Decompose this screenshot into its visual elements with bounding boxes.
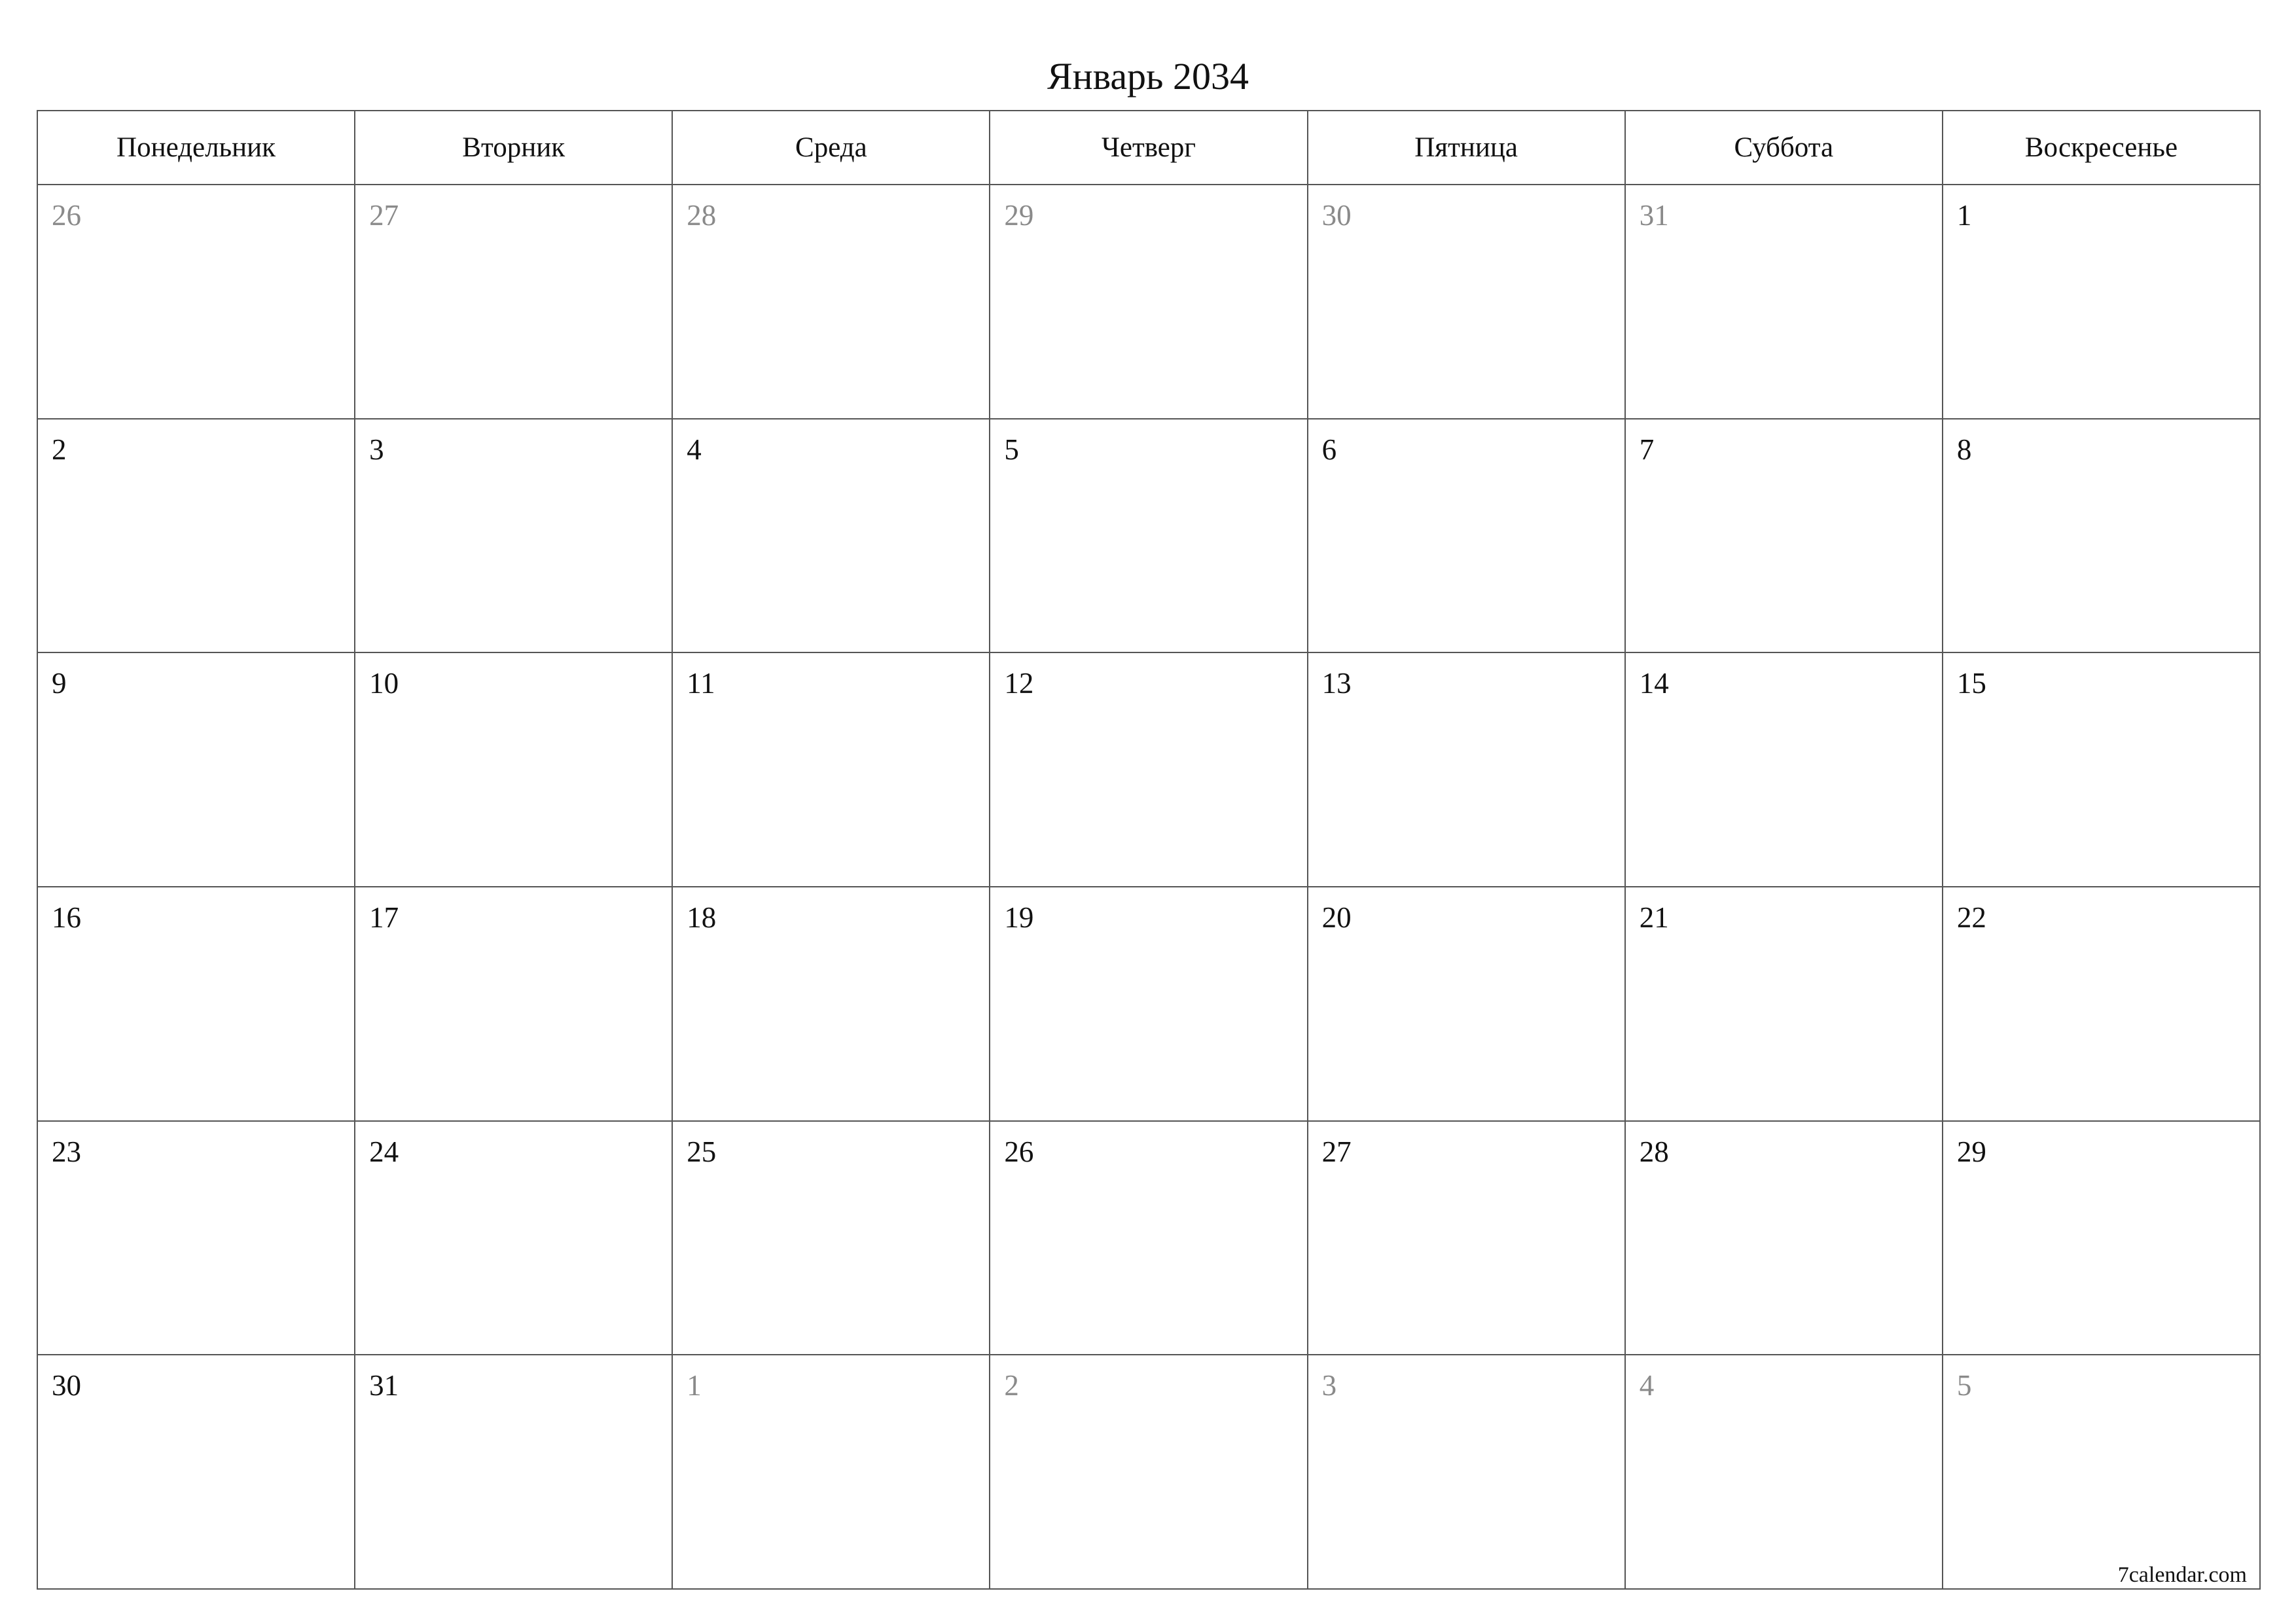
day-cell [990, 1122, 1308, 1356]
weekday-header-tuesday: Вторник [355, 111, 673, 185]
calendar-grid [37, 110, 2261, 1590]
day-number: 2 [1004, 1369, 1019, 1402]
day-cell [38, 185, 355, 419]
day-cell [1943, 185, 2261, 419]
weekday-header-friday: Пятница [1308, 111, 1626, 185]
day-number: 28 [1639, 1135, 1669, 1168]
day-cell [673, 653, 990, 887]
day-number: 31 [369, 1369, 399, 1402]
day-number: 8 [1956, 433, 1972, 466]
day-number: 1 [687, 1369, 702, 1402]
day-number: 1 [1956, 199, 1972, 232]
day-number: 4 [1639, 1369, 1655, 1402]
day-cell [1943, 419, 2261, 654]
day-cell [673, 1122, 990, 1356]
day-number: 3 [369, 433, 384, 466]
day-number: 9 [52, 667, 67, 700]
day-cell [355, 185, 673, 419]
day-number: 2 [52, 433, 67, 466]
day-number: 31 [1639, 199, 1669, 232]
day-cell [990, 653, 1308, 887]
day-number: 10 [369, 667, 399, 700]
page-title: Январь 2034 [1047, 55, 1249, 98]
day-number: 6 [1321, 433, 1337, 466]
day-cell [1308, 1355, 1626, 1590]
day-cell [990, 1355, 1308, 1590]
day-cell [38, 1355, 355, 1590]
day-cell [1626, 185, 1943, 419]
day-number: 30 [52, 1369, 81, 1402]
site-credit: 7calendar.com [2117, 1563, 2247, 1587]
day-cell [1308, 653, 1626, 887]
day-cell [1626, 887, 1943, 1122]
day-number: 27 [369, 199, 399, 232]
day-cell [355, 1122, 673, 1356]
day-number: 5 [1956, 1369, 1972, 1402]
day-cell [673, 419, 990, 654]
day-number: 13 [1321, 667, 1352, 700]
day-cell [990, 887, 1308, 1122]
day-cell [38, 1122, 355, 1356]
day-number: 14 [1639, 667, 1669, 700]
day-number: 21 [1639, 901, 1669, 934]
day-cell [1308, 185, 1626, 419]
day-cell [1626, 1122, 1943, 1356]
day-number: 15 [1956, 667, 1986, 700]
day-cell [990, 185, 1308, 419]
day-cell [1943, 1355, 2261, 1590]
day-cell [1308, 887, 1626, 1122]
day-number: 20 [1321, 901, 1352, 934]
day-cell [355, 419, 673, 654]
day-number: 11 [687, 667, 715, 700]
day-cell [1626, 419, 1943, 654]
day-cell [1943, 887, 2261, 1122]
day-number: 28 [687, 199, 717, 232]
day-cell [673, 887, 990, 1122]
day-number: 26 [1004, 1135, 1034, 1168]
day-cell [1943, 653, 2261, 887]
day-cell [1308, 1122, 1626, 1356]
day-number: 24 [369, 1135, 399, 1168]
day-cell [673, 185, 990, 419]
day-number: 16 [52, 901, 81, 934]
day-number: 5 [1004, 433, 1019, 466]
day-number: 12 [1004, 667, 1034, 700]
day-cell [1626, 653, 1943, 887]
weekday-header-thursday: Четверг [990, 111, 1308, 185]
day-cell [1308, 419, 1626, 654]
day-cell [990, 419, 1308, 654]
day-cell [1626, 1355, 1943, 1590]
day-cell [355, 653, 673, 887]
day-number: 4 [687, 433, 702, 466]
day-cell [38, 419, 355, 654]
weekday-header-sunday: Воскресенье [1943, 111, 2261, 185]
day-cell [1943, 1122, 2261, 1356]
day-number: 17 [369, 901, 399, 934]
weekday-header-saturday: Суббота [1626, 111, 1943, 185]
day-number: 27 [1321, 1135, 1352, 1168]
day-number: 7 [1639, 433, 1655, 466]
day-number: 19 [1004, 901, 1034, 934]
day-number: 29 [1956, 1135, 1986, 1168]
day-cell [355, 887, 673, 1122]
day-number: 26 [52, 199, 81, 232]
day-cell [38, 887, 355, 1122]
weekday-header-wednesday: Среда [673, 111, 990, 185]
day-number: 18 [687, 901, 717, 934]
day-number: 29 [1004, 199, 1034, 232]
day-cell [355, 1355, 673, 1590]
day-number: 30 [1321, 199, 1352, 232]
day-cell [38, 653, 355, 887]
day-number: 23 [52, 1135, 81, 1168]
weekday-header-monday: Понедельник [38, 111, 355, 185]
day-number: 22 [1956, 901, 1986, 934]
day-number: 25 [687, 1135, 717, 1168]
day-number: 3 [1321, 1369, 1337, 1402]
day-cell [673, 1355, 990, 1590]
